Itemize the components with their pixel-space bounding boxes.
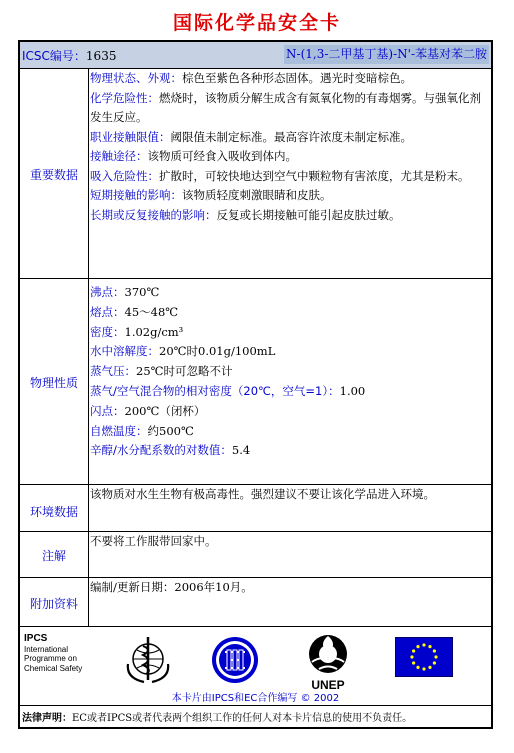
unep-emblem-icon	[306, 634, 350, 676]
section-notes-text: 不要将工作服带回家中。	[90, 534, 217, 548]
section-label-physical: 物理性质	[29, 376, 78, 390]
physical-row-log-pow: 辛醇/水分配系数的对数值：5.4	[90, 443, 251, 458]
section-physical	[90, 283, 492, 461]
section-additional-text: 编制/更新日期：2006年10月。	[90, 580, 253, 594]
logos-bar	[20, 634, 491, 704]
physical-row-solubility: 水中溶解度：20℃时0.01g/100mL	[90, 344, 276, 359]
physical-row-vapour-density: 蒸气/空气混合物的相对密度（20℃，空气=1）：1.00	[90, 383, 366, 398]
card-header	[20, 42, 491, 68]
icsc-number	[22, 47, 116, 64]
unep-label: UNEP	[311, 678, 345, 692]
chemical-name: N-(1,3-二甲基丁基)-N'-苯基对苯二胺	[284, 45, 489, 64]
safety-card	[18, 40, 493, 729]
eu-flag-icon	[395, 637, 453, 677]
important-row-exposure-limits: 职业接触限值：阈限值未制定标准。最高容许浓度未制定标准。	[90, 129, 412, 144]
ilo-emblem-icon	[210, 635, 260, 685]
legal-disclaimer: 法律声明：EC或者IPCS或者代表两个组织工作的任何人对本卡片信息的使用不负责任。	[22, 713, 413, 724]
physical-row-flash-point: 闪点：200℃（闭杯）	[90, 403, 206, 418]
who-emblem-icon	[124, 634, 172, 686]
credit-line: 本卡片由IPCS和EC合作编写 © 2002	[171, 693, 340, 704]
physical-row-vapour-pressure: 蒸气压：25℃时可忽略不计	[90, 364, 233, 379]
section-environment-text: 该物质对水生生物有极高毒性。强烈建议不要让该化学品进入环境。	[90, 487, 435, 501]
important-row-long-term: 长期或反复接触的影响：反复或长期接触可能引起皮肤过敏。	[90, 207, 401, 222]
section-label-additional: 附加资料	[29, 597, 78, 611]
section-important	[90, 69, 492, 225]
ipcs-block: IPCS International Programme on Chemical Safety	[24, 633, 83, 673]
icsc-value: 1635	[85, 49, 117, 63]
physical-row-boiling: 沸点：370℃	[90, 285, 160, 299]
section-label-notes: 注解	[41, 549, 66, 563]
important-row-inhalation: 吸入危险性：扩散时，可较快地达到空气中颗粒物有害浓度，尤其是粉末。	[90, 168, 470, 183]
important-row-appearance: 物理状态、外观：棕色至紫色各种形态固体。遇光时变暗棕色。	[90, 71, 412, 85]
card-title: 国际化学品安全卡	[172, 12, 341, 34]
section-label-important: 重要数据	[29, 168, 78, 182]
physical-row-autoignition: 自燃温度：约500℃	[90, 423, 194, 438]
important-row-routes: 接触途径：该物质可经食入吸收到体内。	[90, 149, 297, 163]
physical-row-melting: 熔点：45～48℃	[90, 304, 179, 319]
icsc-label: ICSC编号：	[22, 49, 86, 63]
important-row-chemical-danger: 化学危险性：燃烧时，该物质分解生成含有氮氧化物的有毒烟雾。与强氧化剂发生反应。	[90, 90, 481, 124]
physical-row-density: 密度：1.02g/cm³	[90, 324, 184, 339]
important-row-short-term: 短期接触的影响：该物质轻度刺激眼睛和皮肤。	[90, 188, 332, 202]
section-label-environment: 环境数据	[29, 505, 78, 519]
